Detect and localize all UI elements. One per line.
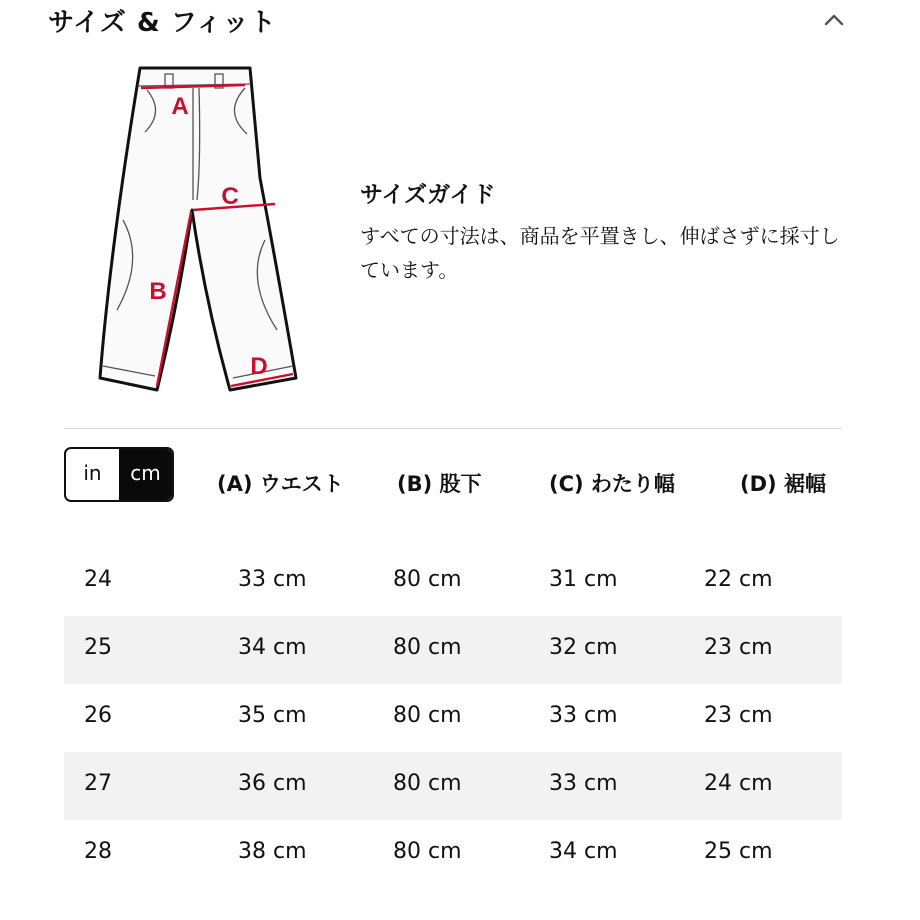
thigh-cell: 31 cm (549, 567, 618, 592)
unit-option-cm[interactable]: cm (119, 449, 172, 500)
size-table (64, 548, 842, 888)
hem-cell: 23 cm (704, 635, 773, 660)
waist-cell: 36 cm (238, 771, 307, 796)
size-cell: 26 (84, 703, 112, 728)
unit-option-in[interactable]: in (83, 460, 102, 485)
inseam-cell: 80 cm (393, 771, 462, 796)
size-cell: 24 (84, 567, 112, 592)
size-guide (360, 176, 860, 287)
thigh-cell: 32 cm (549, 635, 618, 660)
collapse-button[interactable] (820, 6, 848, 34)
inseam-cell: 80 cm (393, 567, 462, 592)
hem-cell: 22 cm (704, 567, 773, 592)
label-d: D (250, 353, 268, 380)
table-row (64, 616, 842, 684)
thigh-cell: 33 cm (549, 771, 618, 796)
table-row (64, 548, 842, 616)
thigh-cell: 34 cm (549, 839, 618, 864)
hem-cell: 24 cm (704, 771, 773, 796)
waist-cell: 33 cm (238, 567, 307, 592)
column-header-thigh: (C) わたり幅 (549, 472, 675, 496)
table-row (64, 684, 842, 752)
size-cell: 28 (84, 839, 112, 864)
waist-cell: 38 cm (238, 839, 307, 864)
label-b: B (149, 278, 167, 305)
size-cell: 27 (84, 771, 112, 796)
inseam-cell: 80 cm (393, 839, 462, 864)
label-a: A (171, 93, 189, 120)
size-cell: 25 (84, 635, 112, 660)
inseam-cell: 80 cm (393, 703, 462, 728)
section-header (48, 0, 848, 40)
label-c: C (221, 183, 239, 210)
column-header-hem: (D) 裾幅 (740, 472, 826, 496)
pants-outline (100, 68, 296, 390)
divider (64, 428, 842, 429)
hem-cell: 23 cm (704, 703, 773, 728)
waist-cell: 34 cm (238, 635, 307, 660)
section-title: サイズ & フィット (48, 8, 277, 38)
column-header-waist: (A) ウエスト (217, 472, 344, 496)
table-row (64, 820, 842, 888)
unit-toggle[interactable] (64, 447, 174, 502)
chevron-up-icon (820, 6, 848, 34)
pants-diagram (95, 60, 325, 400)
size-guide-text: すべての寸法は、商品を平置きし、伸ばさずに採寸しています。 (360, 224, 840, 282)
column-header-inseam: (B) 股下 (397, 472, 482, 496)
hem-cell: 25 cm (704, 839, 773, 864)
thigh-cell: 33 cm (549, 703, 618, 728)
size-guide-title: サイズガイド (360, 182, 496, 208)
waist-cell: 35 cm (238, 703, 307, 728)
table-row (64, 752, 842, 820)
inseam-cell: 80 cm (393, 635, 462, 660)
